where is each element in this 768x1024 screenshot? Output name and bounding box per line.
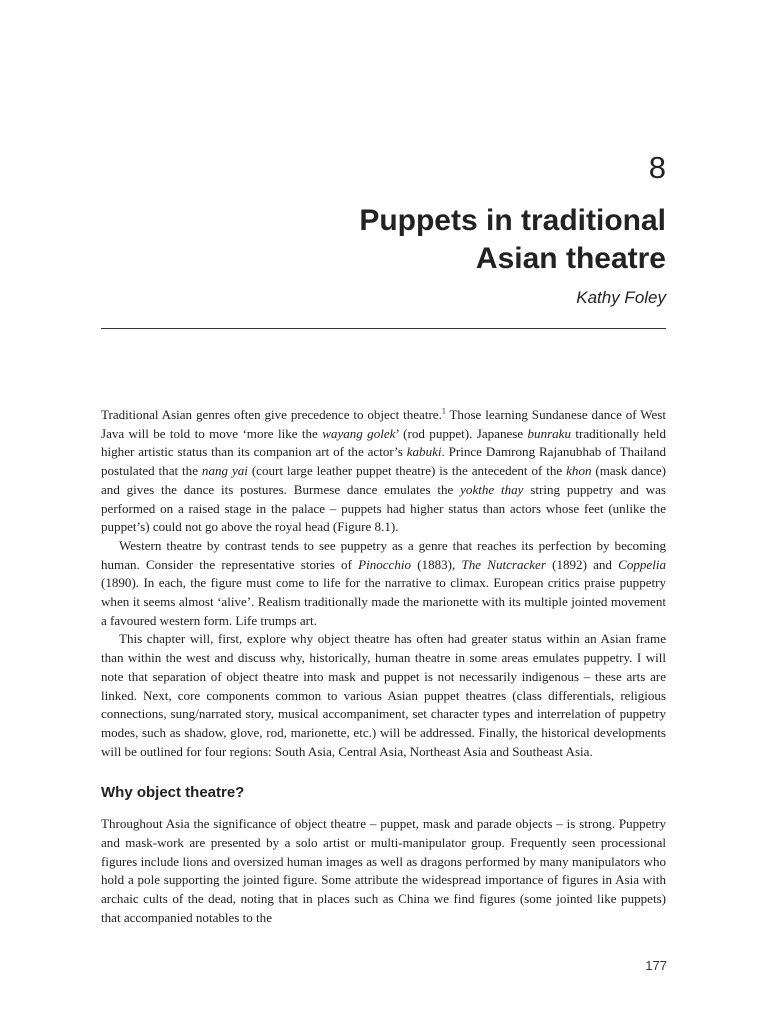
- italic-term: khon: [566, 463, 592, 479]
- chapter-number: 8: [648, 150, 666, 185]
- paragraph: Western theatre by contrast tends to see puppetry as a genre that reaches its perfection by becoming human. Consider the representative stories of Pinocchio (1883), The Nutcracker (1892) and Coppelia (1890). In each, the figure must come to life for the narrative to climax. European critics praise puppetry when it seems almost ‘alive’. Realism traditionally made the marionette with its multiple jointed movement a favoured western form. Life trumps art.: [101, 537, 666, 628]
- italic-term: wayang golek: [322, 425, 396, 441]
- italic-term: Pinocchio: [358, 556, 412, 572]
- chapter-title-line-2: Asian theatre: [475, 242, 666, 275]
- title-divider: [101, 328, 666, 329]
- italic-term: bunraku: [527, 425, 572, 441]
- chapter-author: Kathy Foley: [576, 288, 666, 307]
- italic-term: Coppelia: [618, 556, 666, 572]
- chapter-title: [106, 202, 666, 278]
- chapter-heading: [106, 150, 666, 308]
- chapter-title-line-1: Puppets in traditional: [359, 204, 666, 237]
- italic-term: yokthe thay: [460, 481, 524, 497]
- page-number: 177: [645, 958, 667, 973]
- section-heading: Why object theatre?: [101, 784, 245, 802]
- paragraph: Traditional Asian genres often give precedence to object theatre.$^1$ Those learning Sundanese dance of West Java will be told to move ‘more like the wayang golek’ (rod puppet). Japanese bunraku traditionally held higher artistic status than its companion art of the actor’s kabuki. Prince Damrong Rajanubhab of Thailand postulated that the nang yai (court large leather puppet theatre) is the antecedent of the khon (mask dance) and gives the dance its postures. Burmese dance emulates the yokthe thay string puppetry and was performed on a raised stage in the palace – puppets had higher status than actors whose feet (unlike the puppet’s) could not go above the royal head (Figure 8.1).: [101, 406, 666, 535]
- italic-term: nang yai: [201, 463, 248, 479]
- body-text: [101, 406, 666, 928]
- footnote-marker: 1: [441, 406, 446, 416]
- paragraph: This chapter will, first, explore why object theatre has often had greater status within an Asian frame than within the west and discuss why, historically, human theatre in some areas emulates puppetry. I will note that separation of object theatre into mask and puppet is not necessarily indigenous – these arts are linked. Next, core components common to various Asian puppet theatres (class differentials, religious connections, sung/narrated story, musical accompaniment, set character types and interrelation of puppetry modes, such as shadow, glove, rod, marionette, etc.) will be addressed. Finally, the historical developments will be outlined for four regions: South Asia, Central Asia, Northeast Asia and Southeast Asia.: [101, 631, 666, 759]
- paragraph: Throughout Asia the significance of object theatre – puppet, mask and parade objects – is strong. Puppetry and mask-work are presented by a solo artist or multi-manipulator group. Frequently seen processional figures include lions and oversized human images as well as dragons performed by many manipulators who hold a pole supporting the jointed figure. Some attribute the widespread importance of figures in Asia with archaic cults of the dead, noting that in places such as China we find figures (some jointed like puppets) that accompanied notables to the: [101, 816, 666, 925]
- italic-term: kabuki: [406, 444, 442, 460]
- italic-term: The Nutcracker: [461, 556, 546, 572]
